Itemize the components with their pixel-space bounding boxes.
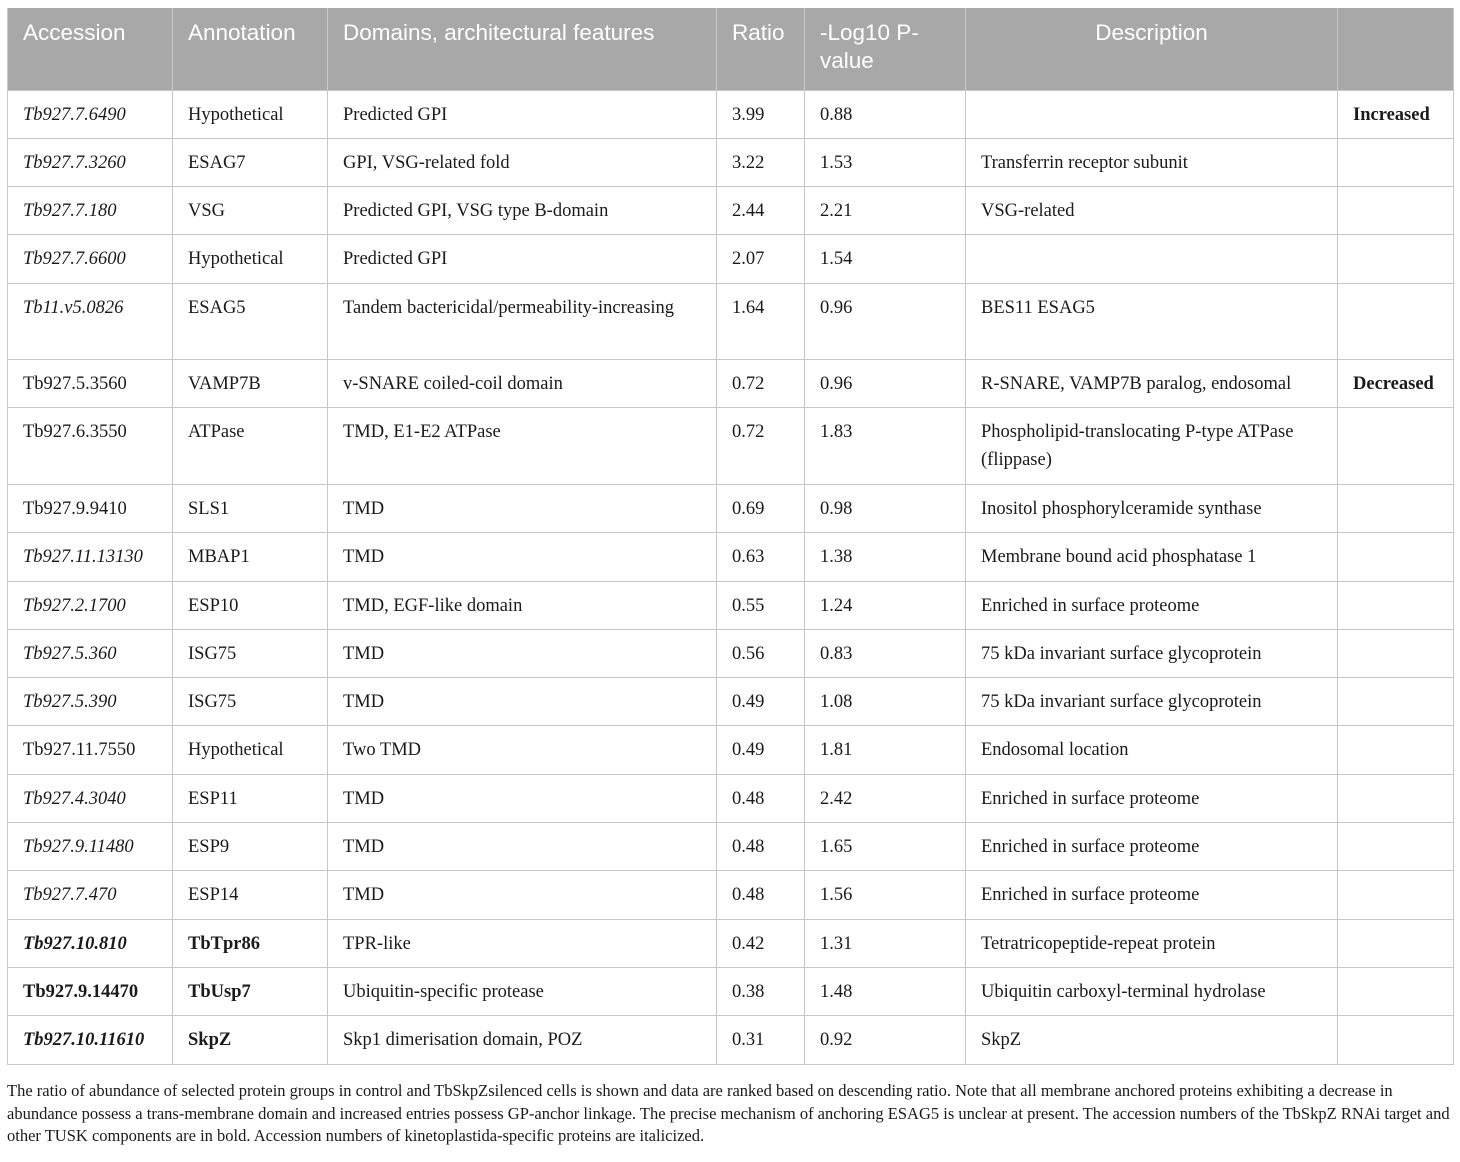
header-row [8, 8, 1454, 90]
accession-cell: Tb927.5.390 [8, 678, 173, 726]
logp-cell: 0.92 [805, 1016, 966, 1064]
ratio-cell: 2.07 [717, 235, 805, 283]
accession-cell: Tb927.11.7550 [8, 726, 173, 774]
table-row [8, 408, 1454, 485]
domains-cell: TMD [328, 484, 717, 532]
group-label-cell [1338, 823, 1454, 871]
logp-cell: 1.56 [805, 871, 966, 919]
group-label-cell [1338, 581, 1454, 629]
description-cell: R-SNARE, VAMP7B paralog, endosomal [966, 360, 1338, 408]
annotation-cell: ESAG7 [173, 138, 328, 186]
logp-cell: 1.38 [805, 533, 966, 581]
annotation-cell: SLS1 [173, 484, 328, 532]
description-cell [966, 90, 1338, 138]
ratio-cell: 0.31 [717, 1016, 805, 1064]
group-label-cell [1338, 533, 1454, 581]
ratio-cell: 0.42 [717, 919, 805, 967]
annotation-cell: ESP14 [173, 871, 328, 919]
ratio-cell: 0.48 [717, 871, 805, 919]
group-label-cell: Decreased [1338, 360, 1454, 408]
header-group [1338, 8, 1454, 90]
ratio-cell: 0.72 [717, 360, 805, 408]
domains-cell: Predicted GPI [328, 235, 717, 283]
table-container [7, 8, 1453, 1065]
logp-cell: 0.96 [805, 360, 966, 408]
table-row [8, 235, 1454, 283]
accession-cell: Tb927.10.810 [8, 919, 173, 967]
table-body [8, 90, 1454, 1064]
logp-cell: 1.54 [805, 235, 966, 283]
group-label-cell [1338, 967, 1454, 1015]
logp-cell: 0.98 [805, 484, 966, 532]
domains-cell: TMD [328, 533, 717, 581]
group-label-cell [1338, 678, 1454, 726]
annotation-cell: Hypothetical [173, 726, 328, 774]
ratio-cell: 0.48 [717, 823, 805, 871]
accession-cell: Tb927.9.11480 [8, 823, 173, 871]
ratio-cell: 0.63 [717, 533, 805, 581]
description-cell: VSG-related [966, 187, 1338, 235]
ratio-cell: 1.64 [717, 283, 805, 360]
accession-cell: Tb927.4.3040 [8, 774, 173, 822]
annotation-cell: ATPase [173, 408, 328, 485]
group-label-cell [1338, 484, 1454, 532]
table-row [8, 1016, 1454, 1064]
table-row [8, 187, 1454, 235]
table-row [8, 138, 1454, 186]
ratio-cell: 0.69 [717, 484, 805, 532]
description-cell: 75 kDa invariant surface glycoprotein [966, 678, 1338, 726]
description-cell: Transferrin receptor subunit [966, 138, 1338, 186]
description-cell: Membrane bound acid phosphatase 1 [966, 533, 1338, 581]
table-footnote: The ratio of abundance of selected protein groups in control and TbSkpZsilenced cells is shown and data are ranked based on descending ratio. Note that all membrane anchored proteins exhibiting a decrease in abundance possess a trans-membrane domain and increased entries possess GP-anchor linkage. The precise mechanism of anchoring ESAG5 is unclear at present. The accession numbers of the TbSkpZ RNAi target and other TUSK components are in bold. Accession numbers of kinetoplastida-specific proteins are italicized. [7, 1081, 1450, 1145]
logp-cell: 0.96 [805, 283, 966, 360]
ratio-cell: 0.56 [717, 629, 805, 677]
annotation-cell: ESP9 [173, 823, 328, 871]
logp-cell: 0.83 [805, 629, 966, 677]
description-cell: SkpZ [966, 1016, 1338, 1064]
description-cell: Phospholipid-translocating P-type ATPase (flippase) [966, 408, 1338, 485]
accession-cell: Tb927.7.180 [8, 187, 173, 235]
logp-cell: 2.42 [805, 774, 966, 822]
annotation-cell: VAMP7B [173, 360, 328, 408]
ratio-cell: 3.22 [717, 138, 805, 186]
annotation-cell: Hypothetical [173, 90, 328, 138]
accession-cell: Tb927.6.3550 [8, 408, 173, 485]
domains-cell: Two TMD [328, 726, 717, 774]
logp-cell: 1.31 [805, 919, 966, 967]
logp-cell: 1.24 [805, 581, 966, 629]
protein-table [7, 8, 1454, 1065]
description-cell: Tetratricopeptide-repeat protein [966, 919, 1338, 967]
accession-cell: Tb927.7.6600 [8, 235, 173, 283]
description-cell: Ubiquitin carboxyl-terminal hydrolase [966, 967, 1338, 1015]
table-row [8, 823, 1454, 871]
header-logp: -Log10 P-value [805, 8, 966, 90]
annotation-cell: SkpZ [173, 1016, 328, 1064]
group-label-cell [1338, 187, 1454, 235]
annotation-cell: ISG75 [173, 629, 328, 677]
accession-cell: Tb927.9.9410 [8, 484, 173, 532]
group-label-cell [1338, 629, 1454, 677]
table-row [8, 533, 1454, 581]
header-accession: Accession [8, 8, 173, 90]
accession-cell: Tb927.9.14470 [8, 967, 173, 1015]
domains-cell: Predicted GPI [328, 90, 717, 138]
logp-cell: 1.81 [805, 726, 966, 774]
annotation-cell: TbUsp7 [173, 967, 328, 1015]
domains-cell: GPI, VSG-related fold [328, 138, 717, 186]
table-row [8, 726, 1454, 774]
logp-cell: 1.65 [805, 823, 966, 871]
logp-cell: 1.08 [805, 678, 966, 726]
domains-cell: TPR-like [328, 919, 717, 967]
description-cell: Enriched in surface proteome [966, 774, 1338, 822]
accession-cell: Tb11.v5.0826 [8, 283, 173, 360]
ratio-cell: 0.48 [717, 774, 805, 822]
domains-cell: TMD [328, 823, 717, 871]
description-cell: BES11 ESAG5 [966, 283, 1338, 360]
description-cell: Endosomal location [966, 726, 1338, 774]
table-row [8, 967, 1454, 1015]
group-label-cell [1338, 235, 1454, 283]
description-cell: Enriched in surface proteome [966, 581, 1338, 629]
table-row [8, 360, 1454, 408]
description-cell: Enriched in surface proteome [966, 823, 1338, 871]
description-cell: 75 kDa invariant surface glycoprotein [966, 629, 1338, 677]
domains-cell: TMD, E1-E2 ATPase [328, 408, 717, 485]
ratio-cell: 0.49 [717, 726, 805, 774]
accession-cell: Tb927.5.360 [8, 629, 173, 677]
domains-cell: Tandem bactericidal/permeability-increasing [328, 283, 717, 360]
logp-cell: 2.21 [805, 187, 966, 235]
description-cell: Enriched in surface proteome [966, 871, 1338, 919]
group-label-cell [1338, 1016, 1454, 1064]
annotation-cell: TbTpr86 [173, 919, 328, 967]
description-cell [966, 235, 1338, 283]
group-label-cell [1338, 919, 1454, 967]
domains-cell: TMD, EGF-like domain [328, 581, 717, 629]
ratio-cell: 0.49 [717, 678, 805, 726]
table-row [8, 678, 1454, 726]
table-row [8, 484, 1454, 532]
group-label-cell: Increased [1338, 90, 1454, 138]
header-domains: Domains, architectural features [328, 8, 717, 90]
table-row [8, 581, 1454, 629]
ratio-cell: 0.72 [717, 408, 805, 485]
table-row [8, 283, 1454, 360]
table-row [8, 629, 1454, 677]
annotation-cell: ESP10 [173, 581, 328, 629]
domains-cell: Ubiquitin-specific protease [328, 967, 717, 1015]
domains-cell: TMD [328, 629, 717, 677]
ratio-cell: 3.99 [717, 90, 805, 138]
accession-cell: Tb927.7.6490 [8, 90, 173, 138]
group-label-cell [1338, 726, 1454, 774]
annotation-cell: ESAG5 [173, 283, 328, 360]
domains-cell: TMD [328, 678, 717, 726]
header-ratio: Ratio [717, 8, 805, 90]
table-row [8, 774, 1454, 822]
accession-cell: Tb927.5.3560 [8, 360, 173, 408]
accession-cell: Tb927.10.11610 [8, 1016, 173, 1064]
header-description: Description [966, 8, 1338, 90]
logp-cell: 1.83 [805, 408, 966, 485]
group-label-cell [1338, 871, 1454, 919]
group-label-cell [1338, 774, 1454, 822]
logp-cell: 1.53 [805, 138, 966, 186]
annotation-cell: Hypothetical [173, 235, 328, 283]
accession-cell: Tb927.2.1700 [8, 581, 173, 629]
domains-cell: v-SNARE coiled-coil domain [328, 360, 717, 408]
accession-cell: Tb927.7.470 [8, 871, 173, 919]
annotation-cell: ISG75 [173, 678, 328, 726]
logp-cell: 1.48 [805, 967, 966, 1015]
domains-cell: Predicted GPI, VSG type B-domain [328, 187, 717, 235]
ratio-cell: 0.38 [717, 967, 805, 1015]
annotation-cell: MBAP1 [173, 533, 328, 581]
domains-cell: Skp1 dimerisation domain, POZ [328, 1016, 717, 1064]
ratio-cell: 2.44 [717, 187, 805, 235]
domains-cell: TMD [328, 871, 717, 919]
logp-cell: 0.88 [805, 90, 966, 138]
table-row [8, 871, 1454, 919]
group-label-cell [1338, 283, 1454, 360]
group-label-cell [1338, 408, 1454, 485]
group-label-cell [1338, 138, 1454, 186]
header-annotation: Annotation [173, 8, 328, 90]
accession-cell: Tb927.7.3260 [8, 138, 173, 186]
domains-cell: TMD [328, 774, 717, 822]
description-cell: Inositol phosphorylceramide synthase [966, 484, 1338, 532]
table-row [8, 919, 1454, 967]
annotation-cell: ESP11 [173, 774, 328, 822]
ratio-cell: 0.55 [717, 581, 805, 629]
accession-cell: Tb927.11.13130 [8, 533, 173, 581]
table-row [8, 90, 1454, 138]
annotation-cell: VSG [173, 187, 328, 235]
